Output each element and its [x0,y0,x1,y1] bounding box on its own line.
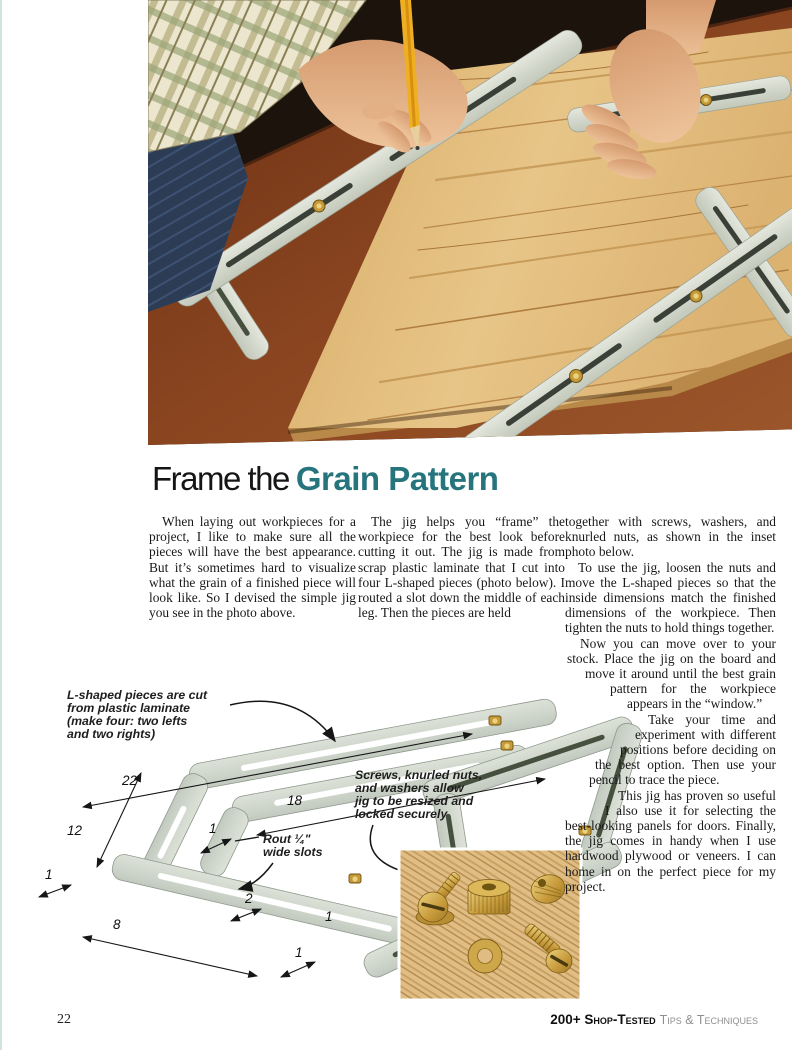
knurled-nut-center [468,880,510,915]
callout-l-pieces [67,688,335,741]
svg-text:jig to be resized and: jig to be resized and [355,794,474,808]
wrap-spacer [565,732,620,748]
dim-22: 22 [122,773,138,788]
paragraph: To use the jig, loosen the nuts and move the L-shaped pieces so that the inside dimensions match the finished dimensions of the workpiece. Then tighten the nuts to hold things together. [565,559,776,636]
paragraph: The jig helps you “frame” the workpiece for the best look before cutting it out. The jig is made from scrap plastic laminate that I cut into four L-shaped pieces (photo below). I routed a slot down the middle of each leg. Then the pieces are held [358,514,565,621]
paragraph: together with screws, washers, and knurled nuts, as shown in the inset photo below. [565,514,776,560]
text-column-3 [565,514,776,894]
wrap-spacer [565,764,569,780]
callout-slots [235,832,323,889]
text-column-1 [149,514,356,620]
paragraph: This jig has proven so useful I also use it for selecting the best-looking panels for doors. Finally, the jig comes in handy when I use hardwood plywood or veneers. I can home in on the perfect piece for my project. [565,787,776,894]
svg-text:from plastic laminate: from plastic laminate [67,701,191,715]
title-regular: Frame the [152,460,289,497]
text-column-2 [358,514,565,620]
svg-text:wide slots: wide slots [263,845,323,859]
paragraph: Now you can move over to your stock. Place the jig on the board and move it around until the best grain pattern for the workpiece appears in the “window.” [567,635,776,712]
dim-12: 12 [67,823,83,838]
svg-text:and two rights): and two rights) [67,727,156,741]
wrap-spacer [565,670,585,685]
article-title [152,461,498,497]
dim-1-right: 1 [325,909,333,924]
washer [468,939,502,973]
wrap-spacer [565,685,610,700]
wrap-spacer [565,748,595,764]
hero-photo-scene [148,0,792,445]
page-edge [0,0,2,1050]
dim-1-bottom: 1 [295,945,303,960]
dim-1-left: 1 [45,867,53,882]
svg-text:locked securely: locked securely [355,807,448,821]
dim-8: 8 [113,917,121,932]
paragraph: When laying out workpieces for a project, I like to make sure all the pieces will have the best appearance. But it’s sometimes hard to visualize what the grain of a finished piece will look like. So I devised the simple jig you see in the photo above. [149,514,356,621]
wrap-spacer [565,796,605,818]
hero-photo [148,0,792,445]
svg-text:L-shaped pieces are cut: L-shaped pieces are cut [67,688,208,702]
paragraph: Take your time and experiment with different positions before deciding on the best option. Then use your pencil to trace the piece. [589,711,776,788]
svg-text:and washers allow: and washers allow [355,781,464,795]
footer-brand [550,1011,758,1029]
dim-2: 2 [245,891,253,906]
svg-text:(make four: two lefts: (make four: two lefts [67,714,188,728]
wrap-spacer [565,780,589,796]
page-number: 22 [57,1012,71,1027]
footer-brand-light: Tips & Techniques [659,1013,758,1027]
title-accent: Grain Pattern [295,460,499,497]
footer-brand-strong: 200+ Shop-Tested [550,1012,656,1027]
dim-18: 18 [287,793,303,808]
wrap-spacer [565,716,635,732]
svg-text:Screws, knurled nuts,: Screws, knurled nuts, [355,768,483,782]
dim-1-mid: 1 [209,821,217,836]
svg-text:Rout ¼": Rout ¼" [263,832,311,846]
wrap-spacer [565,700,627,716]
inset-photo [399,849,581,1000]
